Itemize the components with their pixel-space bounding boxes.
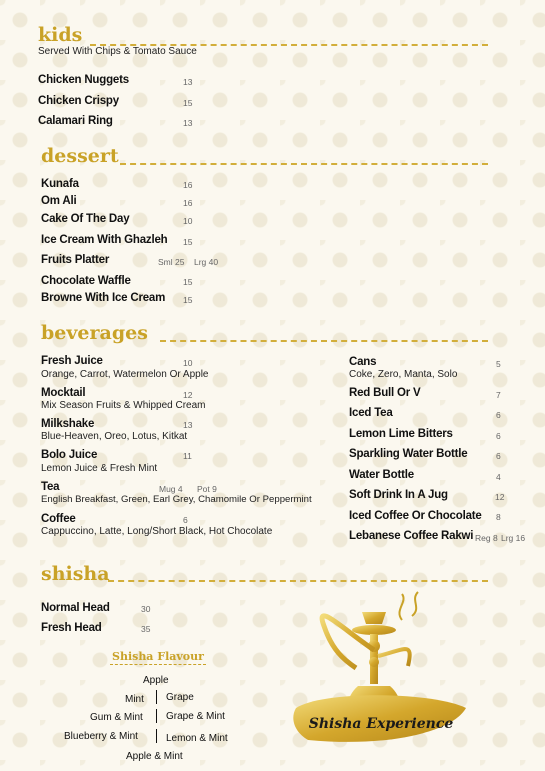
flavour-separator (156, 690, 157, 704)
flavour-item: Grape (166, 692, 194, 703)
menu-item-name: Fresh Juice (41, 355, 103, 367)
shisha-experience-badge: Shisha Experience (308, 716, 454, 732)
menu-item-name: Normal Head (41, 602, 110, 614)
shisha-flavour-underline (110, 664, 206, 665)
shisha-heading: shisha (41, 563, 110, 585)
menu-item-name: Fruits Platter (41, 254, 110, 266)
menu-item-price-mug: Mug 4 (159, 484, 183, 494)
menu-item-price: 6 (496, 451, 501, 461)
shisha-flavour-title: Shisha Flavour (112, 650, 204, 663)
menu-item-price: 13 (183, 118, 193, 128)
menu-item-name: Chicken Crispy (38, 95, 119, 107)
menu-item-price: 15 (183, 295, 193, 305)
menu-item-name: Milkshake (41, 418, 95, 430)
menu-item-name: Water Bottle (349, 469, 414, 481)
dessert-divider (120, 163, 488, 165)
beverages-heading: beverages (41, 322, 148, 344)
menu-item-name: Bolo Juice (41, 449, 98, 461)
menu-item-price: 15 (183, 277, 193, 287)
menu-item-description: Orange, Carrot, Watermelon Or Apple (41, 369, 209, 380)
menu-item-price: 7 (496, 390, 501, 400)
menu-item-price: 6 (496, 431, 501, 441)
flavour-item: Grape & Mint (166, 711, 225, 722)
menu-item-price: 16 (183, 180, 193, 190)
flavour-separator (156, 709, 157, 723)
dessert-heading: dessert (41, 145, 119, 167)
shisha-divider (108, 580, 488, 582)
menu-item-name: Iced Coffee Or Chocolate (349, 510, 482, 522)
menu-item-price: 15 (183, 237, 193, 247)
menu-item-price: 12 (495, 492, 505, 502)
flavour-item: Lemon & Mint (166, 733, 228, 744)
menu-item-name: Kunafa (41, 178, 79, 190)
flavour-item: Apple (143, 675, 169, 686)
menu-item-price: 11 (183, 451, 192, 461)
menu-item-name: Ice Cream With Ghazleh (41, 234, 168, 246)
menu-item-name: Sparkling Water Bottle (349, 448, 468, 460)
menu-item-name: Cans (349, 356, 377, 368)
menu-item-price: 35 (141, 624, 151, 634)
hookah-illustration (284, 590, 474, 768)
menu-item-description: Cappuccino, Latte, Long/Short Black, Hot Chocolate (41, 526, 273, 537)
menu-item-price: 6 (183, 515, 188, 525)
menu-item-price: 12 (183, 390, 193, 400)
menu-item-name: Soft Drink In A Jug (349, 489, 448, 501)
menu-item-price: 10 (183, 216, 193, 226)
menu-item-name: Tea (41, 481, 60, 493)
menu-item-name: Chocolate Waffle (41, 275, 131, 287)
menu-item-name: Coffee (41, 513, 76, 525)
menu-item-name: Lemon Lime Bitters (349, 428, 453, 440)
flavour-separator (156, 729, 157, 743)
menu-item-price: 6 (496, 410, 501, 420)
menu-item-price-small: Sml 25 (158, 257, 185, 267)
menu-item-price: 13 (183, 77, 193, 87)
menu-item-price: 13 (183, 420, 193, 430)
menu-item-description: Coke, Zero, Manta, Solo (349, 369, 458, 380)
flavour-item: Gum & Mint (90, 712, 143, 723)
menu-item-price: 10 (183, 358, 193, 368)
menu-item-name: Red Bull Or V (349, 387, 421, 399)
menu-item-name: Cake Of The Day (41, 213, 130, 225)
menu-item-name: Chicken Nuggets (38, 74, 129, 86)
menu-item-description: Mix Season Fruits & Whipped Cream (41, 400, 206, 411)
menu-item-name: Calamari Ring (38, 115, 113, 127)
menu-item-price: 30 (141, 604, 151, 614)
menu-item-description: Blue-Heaven, Oreo, Lotus, Kitkat (41, 431, 188, 442)
kids-heading: kids (38, 24, 83, 46)
flavour-item: Apple & Mint (126, 751, 183, 762)
menu-item-name: Om Ali (41, 195, 77, 207)
menu-item-price: 4 (496, 472, 501, 482)
menu-item-price-large: Lrg 40 (194, 257, 219, 267)
kids-subtitle: Served With Chips & Tomato Sauce (38, 46, 197, 57)
beverages-divider (160, 340, 488, 342)
menu-item-description: Lemon Juice & Fresh Mint (41, 463, 158, 474)
menu-item-price: 15 (183, 98, 193, 108)
menu-item-price: 5 (496, 359, 501, 369)
menu-item-price-large: Lrg 16 (501, 533, 526, 543)
menu-item-price-reg: Reg 8 (475, 533, 498, 543)
menu-item-price-pot: Pot 9 (197, 484, 217, 494)
menu-item-description: English Breakfast, Green, Earl Grey, Chamomile Or Peppermint (41, 494, 312, 505)
menu-item-name: Mocktail (41, 387, 86, 399)
menu-item-name: Lebanese Coffee Rakwi (349, 530, 474, 542)
menu-item-name: Iced Tea (349, 407, 393, 419)
menu-item-name: Fresh Head (41, 622, 102, 634)
menu-item-name: Browne With Ice Cream (41, 292, 166, 304)
flavour-item: Blueberry & Mint (64, 731, 138, 742)
menu-item-price: 16 (183, 198, 193, 208)
menu-item-price: 8 (496, 512, 501, 522)
flavour-item: Mint (125, 694, 144, 705)
